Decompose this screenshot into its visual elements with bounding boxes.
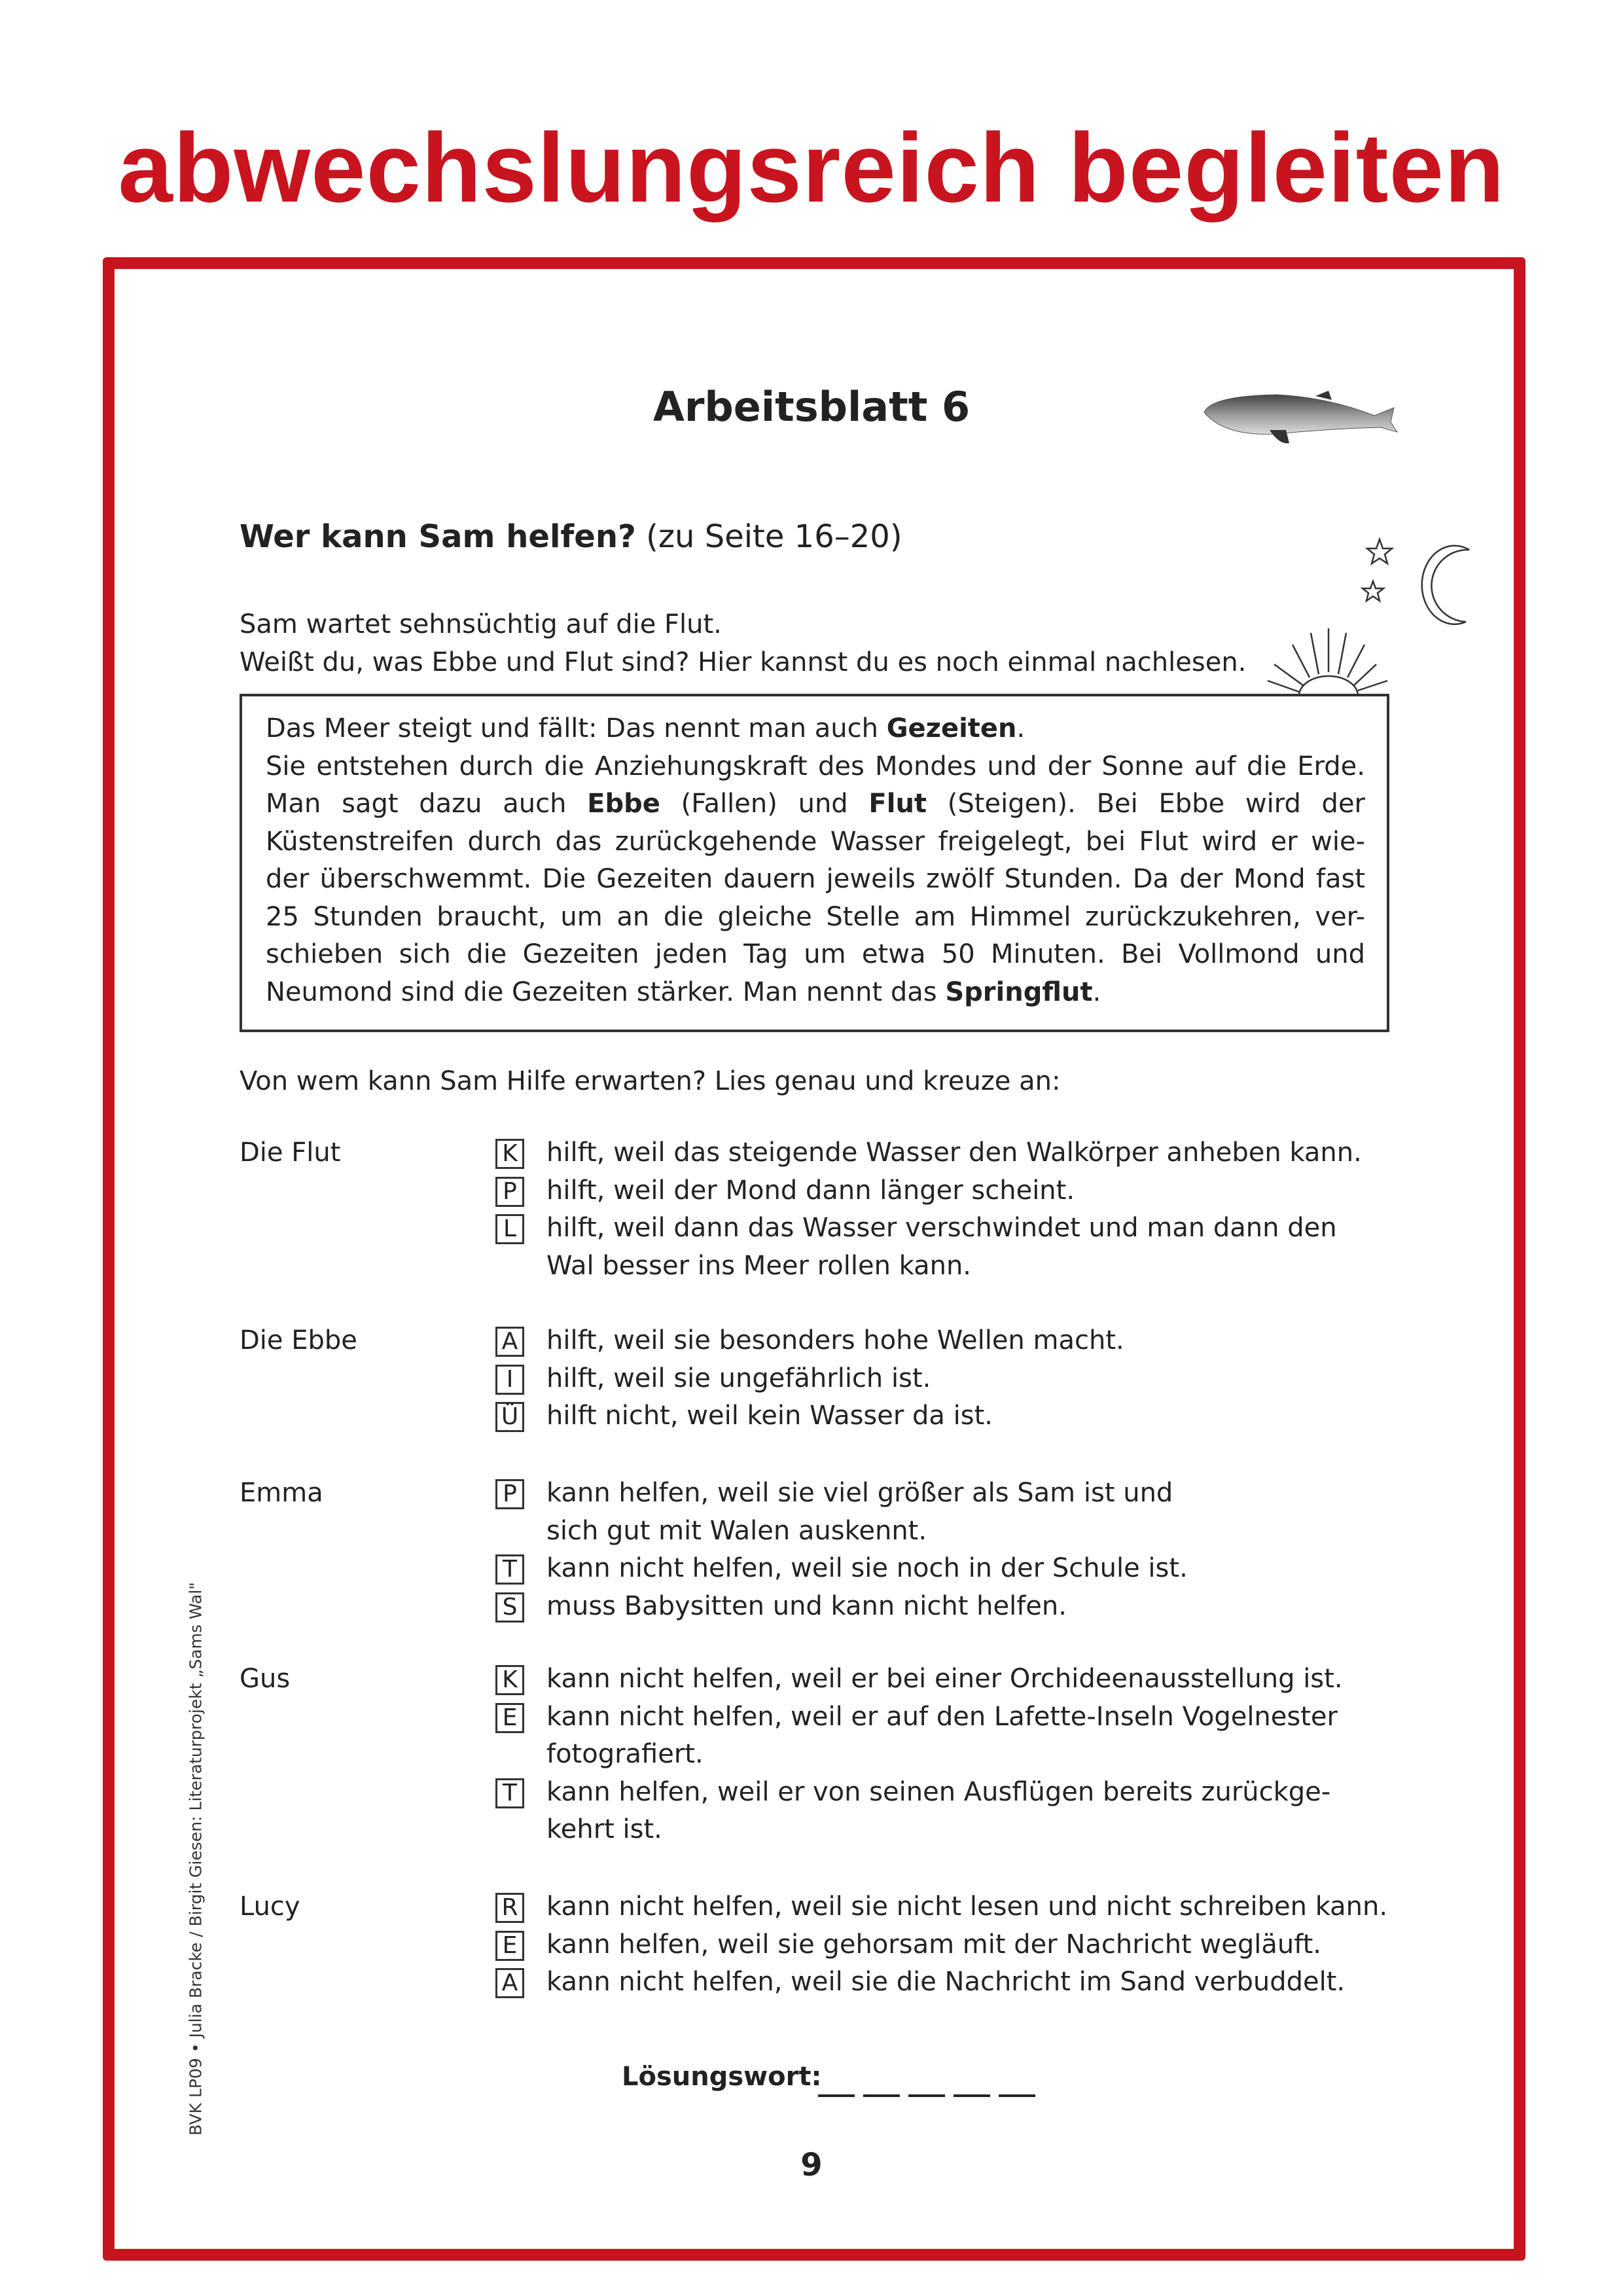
heading-page-ref: (zu Seite 16–20)	[635, 518, 902, 555]
solution-blank[interactable]	[954, 2094, 990, 2097]
instruction: Von wem kann Sam Hilfe erwarten? Lies genau und kreuze an:	[240, 1066, 1061, 1096]
answer-text: hilft nicht, weil kein Wasser da ist.	[546, 1401, 993, 1431]
answer-checkbox[interactable]: E	[495, 1703, 524, 1733]
answer-checkbox[interactable]: T	[495, 1778, 524, 1808]
answer-checkbox[interactable]: T	[495, 1554, 524, 1585]
answer-checkbox[interactable]: A	[495, 1968, 524, 1998]
info-box-line	[266, 751, 1365, 781]
answer-text: hilft, weil dann das Wasser verschwindet und man dann den	[546, 1213, 1337, 1243]
section-heading	[240, 518, 902, 555]
text-segment: 25 Stunden braucht, um an die gleiche Stelle am Himmel zurückzukehren, ver-	[266, 901, 1365, 932]
sun-icon	[1266, 625, 1391, 697]
text-segment: Küstenstreifen durch das zurückgehende Wasser freigelegt, bei Flut wird er wie-	[266, 826, 1365, 857]
group-label: Lucy	[240, 1892, 300, 1922]
answer-checkbox[interactable]: I	[495, 1365, 524, 1395]
bold-term: Gezeiten	[886, 713, 1017, 744]
answer-checkbox[interactable]: K	[495, 1665, 524, 1695]
answer-text: kann helfen, weil sie viel größer als Sam ist und	[546, 1478, 1173, 1508]
answer-checkbox[interactable]: E	[495, 1931, 524, 1961]
answer-text: kann nicht helfen, weil er auf den Lafette-Inseln Vogelnester	[546, 1701, 1338, 1732]
answer-text: fotografiert.	[546, 1739, 704, 1769]
heading-bold: Wer kann Sam helfen?	[240, 518, 636, 555]
group-label: Emma	[240, 1478, 323, 1508]
info-box-line	[266, 977, 1365, 1007]
info-box-line	[266, 827, 1365, 857]
answer-text: kann helfen, weil er von seinen Ausflügen bereits zurückge-	[546, 1776, 1331, 1807]
answer-checkbox[interactable]: L	[495, 1214, 524, 1244]
answer-checkbox[interactable]: P	[495, 1177, 524, 1207]
answer-text: Wal besser ins Meer rollen kann.	[546, 1250, 972, 1281]
answer-checkbox[interactable]: R	[495, 1893, 524, 1923]
info-box-line	[266, 939, 1365, 969]
banner-title: abwechslungsreich begleiten	[118, 113, 1505, 223]
solution-blank[interactable]	[863, 2094, 900, 2097]
answer-checkbox[interactable]: Ü	[495, 1402, 524, 1432]
whale-icon	[1198, 383, 1400, 448]
group-label: Gus	[240, 1664, 291, 1694]
answer-checkbox[interactable]: P	[495, 1479, 524, 1509]
answer-checkbox[interactable]: K	[495, 1139, 524, 1169]
info-box-line	[266, 713, 1365, 744]
bold-term: Springflut	[945, 977, 1093, 1007]
answer-text: kann nicht helfen, weil sie nicht lesen und nicht schreiben kann.	[546, 1892, 1388, 1922]
answer-text: kann helfen, weil sie gehorsam mit der Nachricht wegläuft.	[546, 1929, 1321, 1960]
group-label: Die Ebbe	[240, 1325, 357, 1355]
solution-blank[interactable]	[818, 2094, 855, 2097]
solution-blank[interactable]	[999, 2094, 1035, 2097]
info-box-line	[266, 902, 1365, 932]
answer-text: hilft, weil sie besonders hohe Wellen macht.	[546, 1325, 1124, 1355]
worksheet-title: Arbeitsblatt 6	[652, 383, 971, 431]
answer-text: sich gut mit Walen auskennt.	[546, 1515, 927, 1546]
text-segment: .	[1092, 977, 1101, 1007]
info-box	[240, 694, 1389, 1032]
answer-text: kehrt ist.	[546, 1814, 662, 1844]
answer-checkbox[interactable]: A	[495, 1327, 524, 1357]
info-box-line	[266, 864, 1365, 894]
solution-label: Lösungswort:	[622, 2062, 822, 2092]
answer-text: kann nicht helfen, weil er bei einer Orchideenausstellung ist.	[546, 1664, 1343, 1694]
intro-line-2: Weißt du, was Ebbe und Flut sind? Hier kannst du es noch einmal nachlesen.	[240, 647, 1247, 677]
text-segment: Sie entstehen durch die Anziehungskraft des Mondes und der Sonne auf die Erde.	[266, 751, 1365, 781]
answer-text: hilft, weil der Mond dann länger scheint.	[546, 1175, 1075, 1206]
text-segment: Man sagt dazu auch	[266, 789, 588, 819]
text-segment: der überschwemmt. Die Gezeiten dauern jeweils zwölf Stunden. Da der Mond fast	[266, 864, 1365, 894]
answer-text: hilft, weil sie ungefährlich ist.	[546, 1363, 931, 1393]
answer-checkbox[interactable]: S	[495, 1592, 524, 1623]
answer-text: kann nicht helfen, weil sie noch in der Schule ist.	[546, 1553, 1188, 1583]
page-number: 9	[800, 2147, 823, 2183]
bold-term: Ebbe	[587, 789, 660, 819]
answer-text: kann nicht helfen, weil sie die Nachricht im Sand verbuddelt.	[546, 1967, 1346, 1997]
solution-blank[interactable]	[908, 2094, 945, 2097]
text-segment: (Fallen) und	[660, 789, 869, 819]
text-segment: (Steigen). Bei Ebbe wird der	[927, 789, 1366, 819]
side-credit: BVK LP09 • Julia Bracke / Birgit Giesen: Literaturprojekt „Sams Wal"	[186, 1582, 205, 2136]
text-segment: schieben sich die Gezeiten jeden Tag um etwa 50 Minuten. Bei Vollmond und	[266, 939, 1365, 969]
text-segment: .	[1016, 713, 1026, 744]
group-label: Die Flut	[240, 1138, 341, 1168]
answer-text: muss Babysitten und kann nicht helfen.	[546, 1590, 1067, 1621]
info-box-line	[266, 789, 1365, 819]
bold-term: Flut	[868, 789, 927, 819]
intro-line-1: Sam wartet sehnsüchtig auf die Flut.	[240, 609, 722, 639]
answer-text: hilft, weil das steigende Wasser den Walkörper anheben kann.	[546, 1138, 1362, 1168]
text-segment: Das Meer steigt und fällt: Das nennt man auch	[266, 713, 887, 744]
text-segment: Neumond sind die Gezeiten stärker. Man nennt das	[266, 977, 946, 1007]
